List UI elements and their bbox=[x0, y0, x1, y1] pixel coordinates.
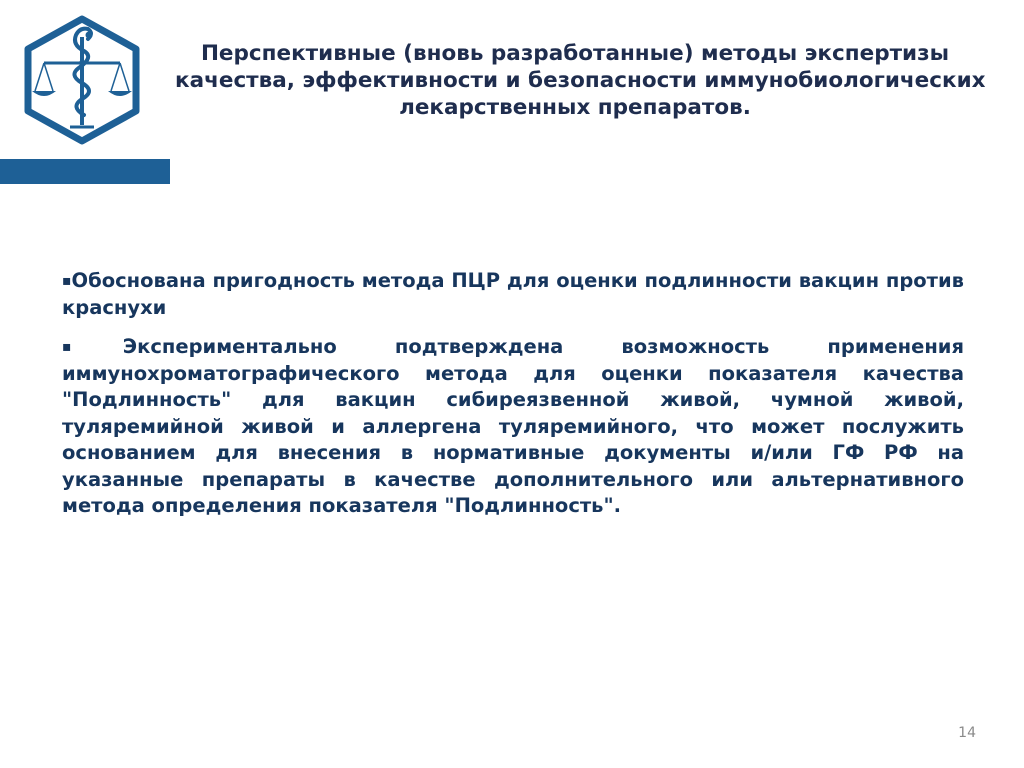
bullet-list bbox=[62, 268, 964, 533]
slide-title-line: качества, эффективности и безопасности иммунобиологических bbox=[175, 68, 986, 93]
bullet-text: Обоснована пригодность метода ПЦР для оценки подлинности вакцин против краснухи bbox=[62, 269, 964, 319]
bullet-marker: ▪ bbox=[62, 339, 123, 355]
bullet-marker: ▪ bbox=[62, 273, 72, 289]
accent-bar bbox=[0, 159, 170, 184]
caduceus-scales-logo bbox=[22, 15, 142, 145]
page-number: 14 bbox=[958, 725, 976, 741]
slide-title-line: Перспективные (вновь разработанные) методы экспертизы bbox=[200, 41, 950, 66]
slide-title-line: лекарственных препаратов. bbox=[399, 95, 751, 120]
bullet-item bbox=[62, 334, 964, 520]
bullet-text: Экспериментально подтверждена возможность применения иммунохроматографического метода для оценки показателя качества "Подлинность" для вакцин сибиреязвенной живой, чумной живой, туляремийной живой и аллергена туляремийного, что может послужить основанием для внесения в нормативные документы и/или ГФ РФ на указанные препараты в качестве дополнительного или альтернативного метода определения показателя "Подлинность". bbox=[62, 335, 964, 517]
slide-title bbox=[175, 40, 986, 121]
bullet-item bbox=[62, 268, 964, 321]
